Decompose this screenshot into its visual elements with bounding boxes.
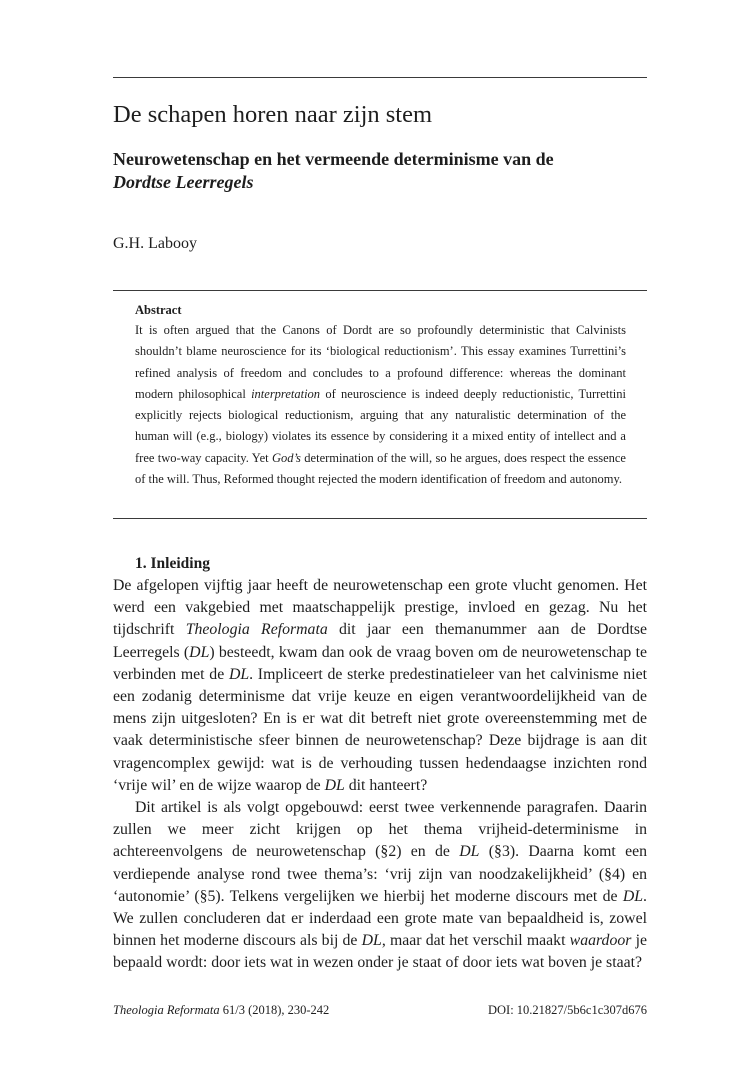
text-run: . We zullen concluderen dat er inderdaad een grote mate van bepaaldheid is, zowel binnen het moderne discours als bij de — [113, 887, 647, 950]
subtitle-line-1: Neurowetenschap en het vermeende determinisme van de — [113, 149, 554, 169]
italic-run: DL — [361, 932, 382, 950]
italic-run: DL — [459, 843, 480, 861]
abstract-text-part: determination of the will, so he argues, does respect the essence of the will. Thus, Reformed thought rejected the modern identification of freedom and autonomy. — [135, 450, 626, 487]
paragraph-1 — [113, 575, 647, 797]
abstract-bottom-rule — [113, 518, 647, 519]
abstract-text — [135, 320, 626, 490]
abstract-text-italic: God’s — [271, 450, 301, 465]
italic-run: DL — [189, 643, 210, 661]
section-heading: 1. Inleiding — [135, 555, 210, 572]
article-title: De schapen horen naar zijn stem — [113, 101, 433, 128]
text-run: De afgelopen vijftig jaar heeft de neurowetenschap een grote vlucht genomen. Het werd een vakgebied met maatschappelijk prestige, invloed en gezag. Nu het tijdschrift — [113, 577, 647, 639]
text-run: ) besteedt, kwam dan ook de vraag boven om de neurowetenschap te verbinden met de — [113, 643, 647, 683]
italic-run: Theologia Reformata — [185, 621, 328, 639]
abstract-top-rule — [113, 290, 647, 291]
text-run: je bepaald wordt: door iets wat in wezen onder je staat of door iets wat boven je staat? — [113, 932, 647, 972]
footer-journal: Theologia Reformata — [113, 1003, 220, 1017]
italic-run: DL — [622, 887, 644, 905]
italic-run: DL — [324, 776, 345, 794]
text-run: dit hanteert? — [344, 776, 428, 794]
italic-run: waardoor — [569, 932, 632, 950]
footer-volume: 61/3 (2018), 230-242 — [219, 1003, 330, 1017]
abstract-text-part: It is often argued that the Canons of Dordt are so profoundly deterministic that Calvinists shouldn’t blame neuroscience for its ‘biological reductionism’. This essay examines Turrettini’s refined analysis of freedom and concludes to a profound difference: whereas the dominant modern philosophical — [135, 323, 626, 401]
abstract-text-part: of neuroscience is indeed deeply reductionistic, Turrettini explicitly rejects biological reductionism, arguing that any naturalistic determination of the human will (e.g., biology) violates its essence by considering it a mixed entity of intellect and a free two-way capacity. Yet — [135, 386, 626, 465]
text-run: , maar dat het verschil maakt — [381, 932, 570, 950]
paragraph-2 — [113, 797, 647, 975]
text-run: Dit artikel is als volgt opgebouwd: eerst twee verkennende paragrafen. Daarin zullen we meer zicht krijgen op het thema vrijheid-determinisme in achtereenvolgens de neurowetenschap (§2) en de — [113, 799, 647, 861]
abstract-heading: Abstract — [135, 303, 182, 317]
abstract-block — [135, 300, 626, 490]
text-run: . Impliceert de sterke predestinatieleer van het calvinisme niet een zodanig determinisme dat vrije keuze en eigen verantwoordelijkheid van de mens zijn uitgesloten? En is er wat dit betreft niet grote overeenstemming met de vaak deterministische sfeer binnen de neurowetenschap? Deze bijdrage is aan dit vragencomplex gewijd: wat is de verhouding tussen hedendaagse inzichten rond ‘vrije wil’ en de wijze waarop de — [113, 665, 647, 794]
text-run: (§3). Daarna komt een verdiepende analyse rond twee thema’s: ‘vrij zijn van noodzakelijkheid’ (§4) en ‘autonomie’ (§5). Telkens vergelijken we hierbij het moderne discours met de — [113, 843, 648, 905]
footer-doi: DOI: 10.21827/5b6c1c307d676 — [487, 1003, 647, 1017]
abstract-text-italic: interpretation — [251, 386, 321, 401]
subtitle-line-2: Dordtse Leerregels — [113, 172, 254, 192]
author-name: G.H. Labooy — [113, 235, 197, 252]
top-rule — [113, 77, 647, 78]
italic-run: DL — [228, 665, 250, 683]
footer-citation — [113, 1001, 329, 1019]
body-text — [113, 552, 647, 975]
article-subtitle — [113, 148, 647, 194]
text-run: dit jaar een themanummer aan de Dordtse Leerregels ( — [113, 621, 647, 661]
